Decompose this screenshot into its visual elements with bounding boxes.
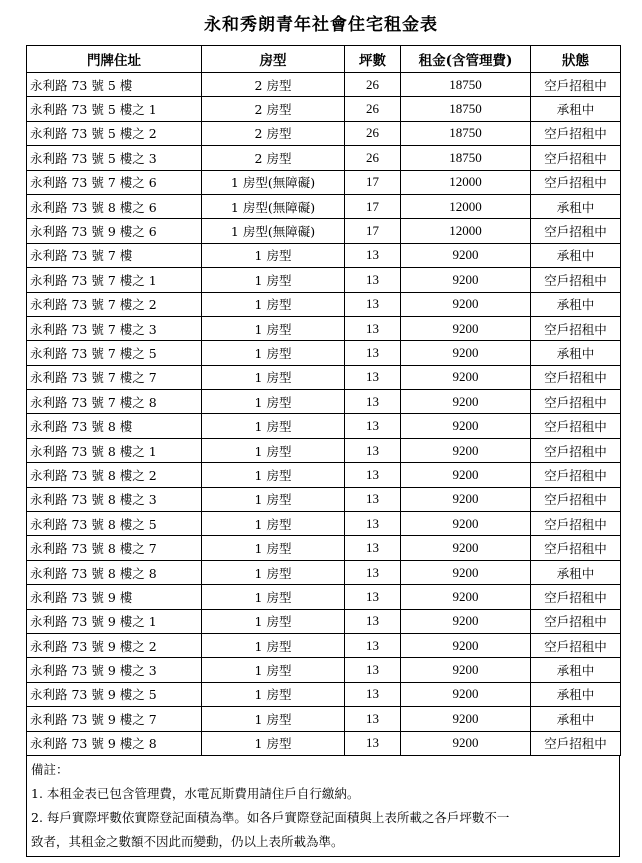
cell-area: 13 [345,341,401,365]
table-body [27,73,621,756]
cell-area: 13 [345,292,401,316]
table-row [27,146,621,170]
table-row [27,560,621,584]
cell-rent: 9200 [401,585,531,609]
cell-area: 13 [345,414,401,438]
cell-status: 承租中 [531,560,621,584]
cell-area: 13 [345,463,401,487]
cell-rent: 9200 [401,390,531,414]
cell-rent: 9200 [401,512,531,536]
cell-rent: 9200 [401,341,531,365]
cell-rent: 9200 [401,536,531,560]
cell-status: 承租中 [531,292,621,316]
cell-rent: 18750 [401,73,531,97]
cell-rent: 9200 [401,707,531,731]
cell-address: 永利路 73 號 7 樓之 1 [27,268,202,292]
table-row [27,536,621,560]
cell-rent: 9200 [401,365,531,389]
cell-room-type: 1 房型(無障礙) [202,219,345,243]
cell-address: 永利路 73 號 5 樓之 2 [27,121,202,145]
cell-rent: 9200 [401,487,531,511]
cell-status: 承租中 [531,243,621,267]
cell-address: 永利路 73 號 9 樓之 1 [27,609,202,633]
cell-rent: 9200 [401,633,531,657]
cell-address: 永利路 73 號 9 樓之 5 [27,682,202,706]
header-area: 坪數 [345,46,401,73]
cell-rent: 12000 [401,170,531,194]
cell-rent: 9200 [401,268,531,292]
cell-rent: 9200 [401,414,531,438]
header-room-type: 房型 [202,46,345,73]
cell-rent: 9200 [401,609,531,633]
cell-room-type: 2 房型 [202,146,345,170]
cell-address: 永利路 73 號 8 樓之 3 [27,487,202,511]
cell-address: 永利路 73 號 7 樓之 5 [27,341,202,365]
table-row [27,243,621,267]
cell-room-type: 1 房型 [202,731,345,755]
cell-room-type: 1 房型 [202,658,345,682]
cell-area: 13 [345,316,401,340]
cell-status: 承租中 [531,682,621,706]
cell-rent: 18750 [401,97,531,121]
cell-room-type: 2 房型 [202,97,345,121]
table-row [27,633,621,657]
cell-area: 26 [345,97,401,121]
cell-address: 永利路 73 號 9 樓之 3 [27,658,202,682]
cell-room-type: 1 房型 [202,268,345,292]
note-continuation: 致者，其租金之數額不因此而變動，仍以上表所載為準。 [31,833,344,849]
rent-table-container [26,45,620,857]
table-row [27,316,621,340]
header-rent: 租金(含管理費) [401,46,531,73]
cell-address: 永利路 73 號 7 樓之 7 [27,365,202,389]
cell-rent: 9200 [401,560,531,584]
cell-status: 承租中 [531,194,621,218]
cell-rent: 18750 [401,121,531,145]
cell-rent: 12000 [401,194,531,218]
cell-area: 17 [345,170,401,194]
notes-section [26,756,620,857]
table-row [27,414,621,438]
cell-address: 永利路 73 號 8 樓之 2 [27,463,202,487]
cell-address: 永利路 73 號 9 樓之 8 [27,731,202,755]
cell-room-type: 1 房型 [202,292,345,316]
table-row [27,512,621,536]
cell-area: 13 [345,560,401,584]
cell-address: 永利路 73 號 8 樓之 1 [27,438,202,462]
cell-room-type: 2 房型 [202,121,345,145]
cell-status: 空戶招租中 [531,365,621,389]
cell-room-type: 1 房型 [202,390,345,414]
header-address: 門牌住址 [27,46,202,73]
cell-room-type: 1 房型 [202,414,345,438]
cell-area: 13 [345,512,401,536]
cell-address: 永利路 73 號 8 樓之 6 [27,194,202,218]
table-row [27,97,621,121]
table-row [27,73,621,97]
cell-room-type: 2 房型 [202,73,345,97]
cell-status: 空戶招租中 [531,438,621,462]
cell-status: 空戶招租中 [531,170,621,194]
cell-room-type: 1 房型 [202,316,345,340]
table-row [27,390,621,414]
table-row [27,463,621,487]
cell-room-type: 1 房型 [202,487,345,511]
cell-area: 13 [345,487,401,511]
cell-status: 空戶招租中 [531,512,621,536]
cell-status: 空戶招租中 [531,121,621,145]
cell-area: 26 [345,146,401,170]
cell-rent: 9200 [401,658,531,682]
cell-area: 13 [345,390,401,414]
table-row [27,268,621,292]
cell-rent: 18750 [401,146,531,170]
cell-address: 永利路 73 號 7 樓之 3 [27,316,202,340]
cell-address: 永利路 73 號 7 樓之 6 [27,170,202,194]
table-row [27,585,621,609]
cell-address: 永利路 73 號 8 樓之 5 [27,512,202,536]
table-row [27,707,621,731]
note-item: 2. 每戶實際坪數依實際登記面積為準。如各戶實際登記面積與上表所載之各戶坪數不一 [31,809,510,825]
cell-area: 13 [345,365,401,389]
cell-address: 永利路 73 號 5 樓之 1 [27,97,202,121]
cell-status: 空戶招租中 [531,536,621,560]
cell-address: 永利路 73 號 8 樓之 8 [27,560,202,584]
table-header-row [27,46,621,73]
cell-rent: 9200 [401,316,531,340]
table-row [27,292,621,316]
cell-area: 13 [345,731,401,755]
cell-room-type: 1 房型 [202,438,345,462]
cell-area: 13 [345,682,401,706]
cell-address: 永利路 73 號 8 樓之 7 [27,536,202,560]
cell-status: 空戶招租中 [531,487,621,511]
note-item: 1. 本租金表已包含管理費，水電瓦斯費用請住戶自行繳納。 [31,785,360,801]
cell-area: 26 [345,121,401,145]
cell-area: 13 [345,633,401,657]
cell-area: 26 [345,73,401,97]
cell-room-type: 1 房型 [202,609,345,633]
table-row [27,438,621,462]
cell-status: 空戶招租中 [531,731,621,755]
cell-room-type: 1 房型 [202,682,345,706]
cell-area: 17 [345,194,401,218]
page-title: 永和秀朗青年社會住宅租金表 [204,15,438,35]
cell-rent: 9200 [401,682,531,706]
cell-room-type: 1 房型 [202,243,345,267]
cell-status: 空戶招租中 [531,414,621,438]
cell-room-type: 1 房型 [202,536,345,560]
table-row [27,170,621,194]
notes-heading: 備註： [31,761,69,777]
cell-area: 13 [345,585,401,609]
table-row [27,609,621,633]
cell-address: 永利路 73 號 7 樓 [27,243,202,267]
cell-area: 13 [345,658,401,682]
cell-status: 承租中 [531,658,621,682]
cell-room-type: 1 房型 [202,512,345,536]
cell-room-type: 1 房型(無障礙) [202,170,345,194]
table-row [27,121,621,145]
table-row [27,731,621,755]
table-row [27,341,621,365]
cell-area: 13 [345,438,401,462]
cell-area: 13 [345,609,401,633]
cell-rent: 12000 [401,219,531,243]
cell-room-type: 1 房型 [202,560,345,584]
cell-area: 13 [345,707,401,731]
cell-status: 空戶招租中 [531,633,621,657]
cell-room-type: 1 房型(無障礙) [202,194,345,218]
cell-room-type: 1 房型 [202,707,345,731]
cell-status: 空戶招租中 [531,463,621,487]
cell-rent: 9200 [401,463,531,487]
table-row [27,365,621,389]
table-row [27,658,621,682]
cell-address: 永利路 73 號 7 樓之 2 [27,292,202,316]
cell-status: 空戶招租中 [531,268,621,292]
cell-status: 承租中 [531,707,621,731]
cell-room-type: 1 房型 [202,585,345,609]
cell-room-type: 1 房型 [202,341,345,365]
table-row [27,194,621,218]
cell-room-type: 1 房型 [202,633,345,657]
cell-room-type: 1 房型 [202,463,345,487]
cell-status: 空戶招租中 [531,73,621,97]
cell-status: 空戶招租中 [531,219,621,243]
table-row [27,682,621,706]
cell-area: 13 [345,243,401,267]
cell-rent: 9200 [401,438,531,462]
cell-status: 空戶招租中 [531,585,621,609]
table-row [27,487,621,511]
cell-room-type: 1 房型 [202,365,345,389]
cell-status: 空戶招租中 [531,146,621,170]
cell-address: 永利路 73 號 9 樓之 7 [27,707,202,731]
cell-status: 承租中 [531,97,621,121]
cell-area: 13 [345,536,401,560]
table-row [27,219,621,243]
cell-address: 永利路 73 號 9 樓之 2 [27,633,202,657]
cell-address: 永利路 73 號 9 樓之 6 [27,219,202,243]
cell-area: 17 [345,219,401,243]
cell-address: 永利路 73 號 8 樓 [27,414,202,438]
header-status: 狀態 [531,46,621,73]
cell-rent: 9200 [401,731,531,755]
rent-table [26,45,621,756]
cell-status: 空戶招租中 [531,390,621,414]
cell-address: 永利路 73 號 5 樓 [27,73,202,97]
cell-rent: 9200 [401,292,531,316]
cell-rent: 9200 [401,243,531,267]
cell-address: 永利路 73 號 9 樓 [27,585,202,609]
cell-status: 空戶招租中 [531,609,621,633]
cell-status: 空戶招租中 [531,316,621,340]
cell-address: 永利路 73 號 5 樓之 3 [27,146,202,170]
cell-status: 承租中 [531,341,621,365]
cell-area: 13 [345,268,401,292]
cell-address: 永利路 73 號 7 樓之 8 [27,390,202,414]
